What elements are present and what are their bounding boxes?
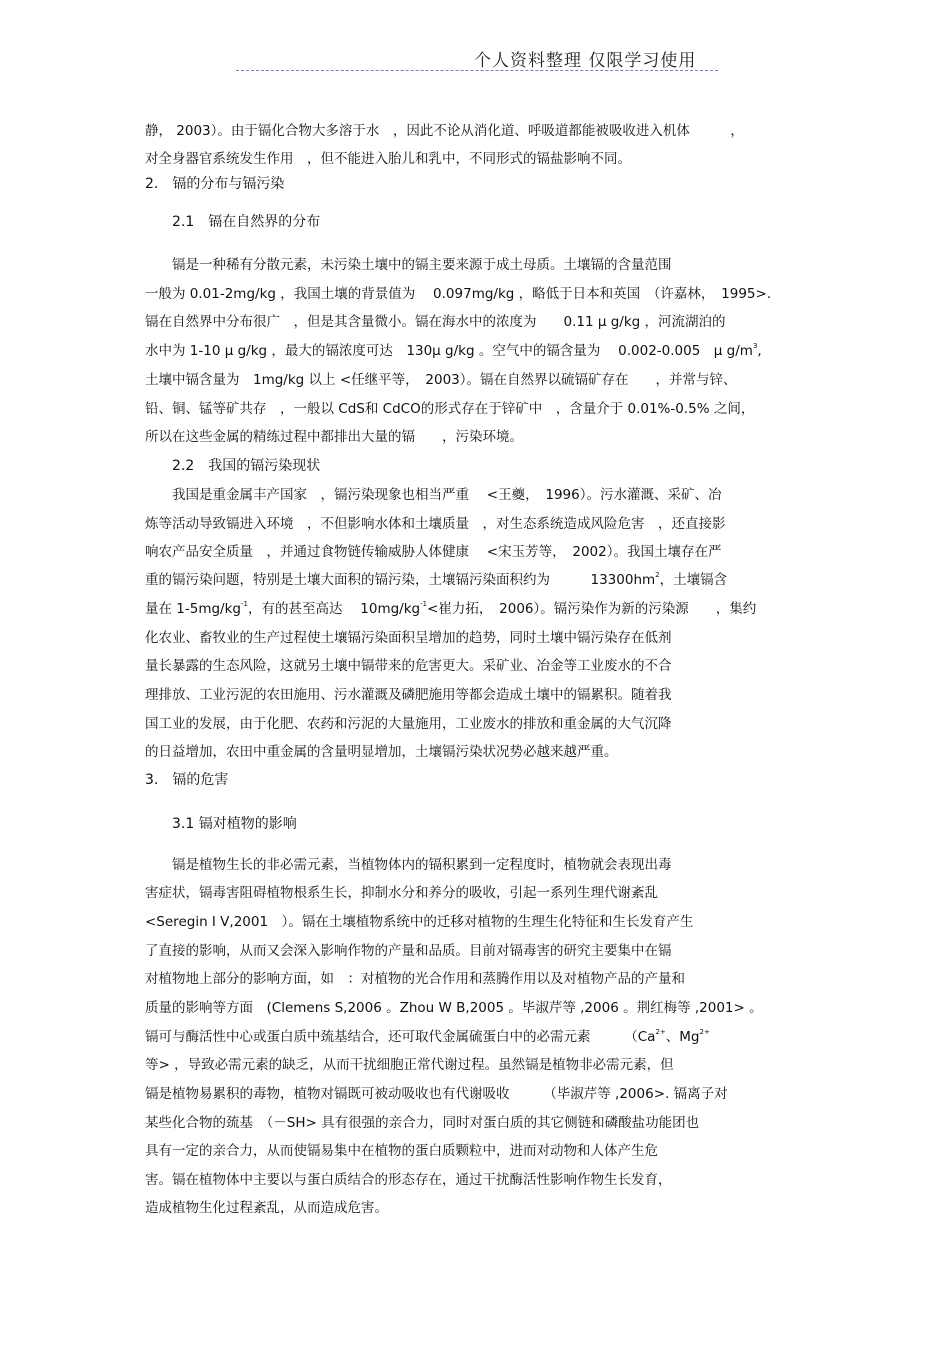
text-line: 害症状，镉毒害阻碍植物根系生长，抑制水分和养分的吸收，引起一系列生理代谢紊乱 bbox=[145, 885, 658, 901]
text-line: 炼等活动导致镉进入环境 ，不但影响水体和土壤质量 ，对生态系统造成风险危害 ，还直接影 bbox=[145, 516, 726, 532]
text-line: 质量的影响等方面 (Clemens S,2006 。Zhou W B,2005 。毕淑芹等 ,2006 。荆红梅等 ,2001> 。 bbox=[145, 1000, 763, 1016]
text-line: 响农产品安全质量 ，并通过食物链传输威胁人体健康 <宋玉芳等， 2002）。我国土壤存在严 bbox=[145, 544, 722, 560]
text-line: 镉是一种稀有分散元素，未污染土壤中的镉主要来源于成土母质。土壤镉的含量范围 bbox=[145, 257, 672, 273]
text-line: 理排放、工业污泥的农田施用、污水灌溉及磷肥施用等都会造成土壤中的镉累积。随着我 bbox=[145, 687, 672, 703]
text-line: 我国是重金属丰产国家 ，镉污染现象也相当严重 <王夔， 1996）。污水灌溉、采矿、冶 bbox=[145, 487, 722, 503]
text-line: 害。镉在植物体中主要以与蛋白质结合的形态存在，通过干扰酶活性影响作物生长发育， bbox=[145, 1172, 672, 1188]
text-line: 对全身器官系统发生作用 ，但不能进入胎儿和乳中，不同形式的镉盐影响不同。 bbox=[145, 151, 631, 167]
text-line: 镉可与酶活性中心或蛋白质中巯基结合，还可取代金属硫蛋白中的必需元素 （$Ca^{2+}$、$Mg^{2+}$ bbox=[145, 1028, 710, 1045]
text-line: 国工业的发展，由于化肥、农药和污泥的大量施用，工业废水的排放和重金属的大气沉降 bbox=[145, 716, 672, 732]
header-divider bbox=[236, 70, 718, 71]
subsection-heading: 3.1 镉对植物的影响 bbox=[172, 816, 297, 832]
text-line: 化农业、畜牧业的生产过程使土壤镉污染面积呈增加的趋势，同时土壤中镉污染存在低剂 bbox=[145, 630, 672, 646]
text-line: 量长暴露的生态风险，这就另土壤中镉带来的危害更大。采矿业、冶金等工业废水的不合 bbox=[145, 658, 672, 674]
text-line: 镉是植物易累积的毒物，植物对镉既可被动吸收也有代谢吸收 （毕淑芹等 ,2006>. 镉离子对 bbox=[145, 1086, 728, 1102]
text-line: 静， 2003）。由于镉化合物大多溶于水 ，因此不论从消化道、呼吸道都能被吸收进入机体 ， bbox=[145, 123, 744, 139]
text-line: 的日益增加，农田中重金属的含量明显增加，土壤镉污染状况势必越来越严重。 bbox=[145, 744, 618, 760]
text-line: 造成植物生化过程紊乱，从而造成危害。 bbox=[145, 1200, 388, 1216]
text-line: 镉是植物生长的非必需元素，当植物体内的镉积累到一定程度时，植物就会表现出毒 bbox=[145, 857, 672, 873]
subsection-heading: 2.1 镉在自然界的分布 bbox=[172, 214, 321, 230]
section-heading: 3. 镉的危害 bbox=[145, 772, 229, 788]
text-line: 具有一定的亲合力，从而使镉易集中在植物的蛋白质颗粒中，进而对动物和人体产生危 bbox=[145, 1143, 658, 1159]
text-line: 量在 $1-5mg/kg^{-1}$，有的甚至高达 $10mg/kg^{-1}<$崔力拓， 2006）。镉污染作为新的污染源 ，集约 bbox=[145, 600, 757, 617]
text-line: 重的镉污染问题，特别是土壤大面积的镉污染，土壤镉污染面积约为 $13300hm^2$，土壤镉含 bbox=[145, 571, 728, 588]
section-heading: 2. 镉的分布与镉污染 bbox=[145, 176, 285, 192]
text-line: 一般为 0.01-2mg/kg ，我国土壤的背景值为 0.097mg/kg ，略低于日本和英国 （许嘉林， 1995>. bbox=[145, 286, 772, 302]
text-line: 铅、铜、锰等矿共存 ，一般以 CdS和 CdCO的形式存在于锌矿中 ，含量介于 0.01%-0.5% 之间， bbox=[145, 401, 755, 417]
text-line: 等> ，导致必需元素的缺乏，从而干扰细胞正常代谢过程。虽然镉是植物非必需元素，但 bbox=[145, 1057, 674, 1073]
text-line: 土壤中镉含量为 1mg/kg 以上 <任继平等， 2003）。镉在自然界以硫镉矿存在 ，并常与锌、 bbox=[145, 372, 737, 388]
text-line: 某些化合物的巯基 （－SH> 具有很强的亲合力，同时对蛋白质的其它侧链和磷酸盐功能团也 bbox=[145, 1115, 700, 1131]
text-line: 所以在这些金属的精练过程中都排出大量的镉 ，污染环境。 bbox=[145, 429, 523, 445]
text-line: 对植物地上部分的影响方面，如 ：对植物的光合作用和蒸腾作用以及对植物产品的产量和 bbox=[145, 971, 685, 987]
subsection-heading: 2.2 我国的镉污染现状 bbox=[172, 458, 321, 474]
text-line: 镉在自然界中分布很广 ，但是其含量微小。镉在海水中的浓度为 0.11 μ g/kg ，河流湖泊的 bbox=[145, 314, 726, 330]
text-line: 水中为 1-10 μ g/kg ，最大的镉浓度可达 130μ g/kg 。空气中的镉含量为 0.002-0.005 μ $g/m^3$, bbox=[145, 342, 762, 359]
text-line: <Seregin I V,2001 ）。镉在土壤植物系统中的迁移对植物的生理生化特征和生长发育产生 bbox=[145, 914, 694, 930]
text-line: 了直接的影响，从而又会深入影响作物的产量和品质。目前对镉毒害的研究主要集中在镉 bbox=[145, 943, 672, 959]
page-header: 个人资料整理 仅限学习使用 bbox=[474, 51, 697, 71]
